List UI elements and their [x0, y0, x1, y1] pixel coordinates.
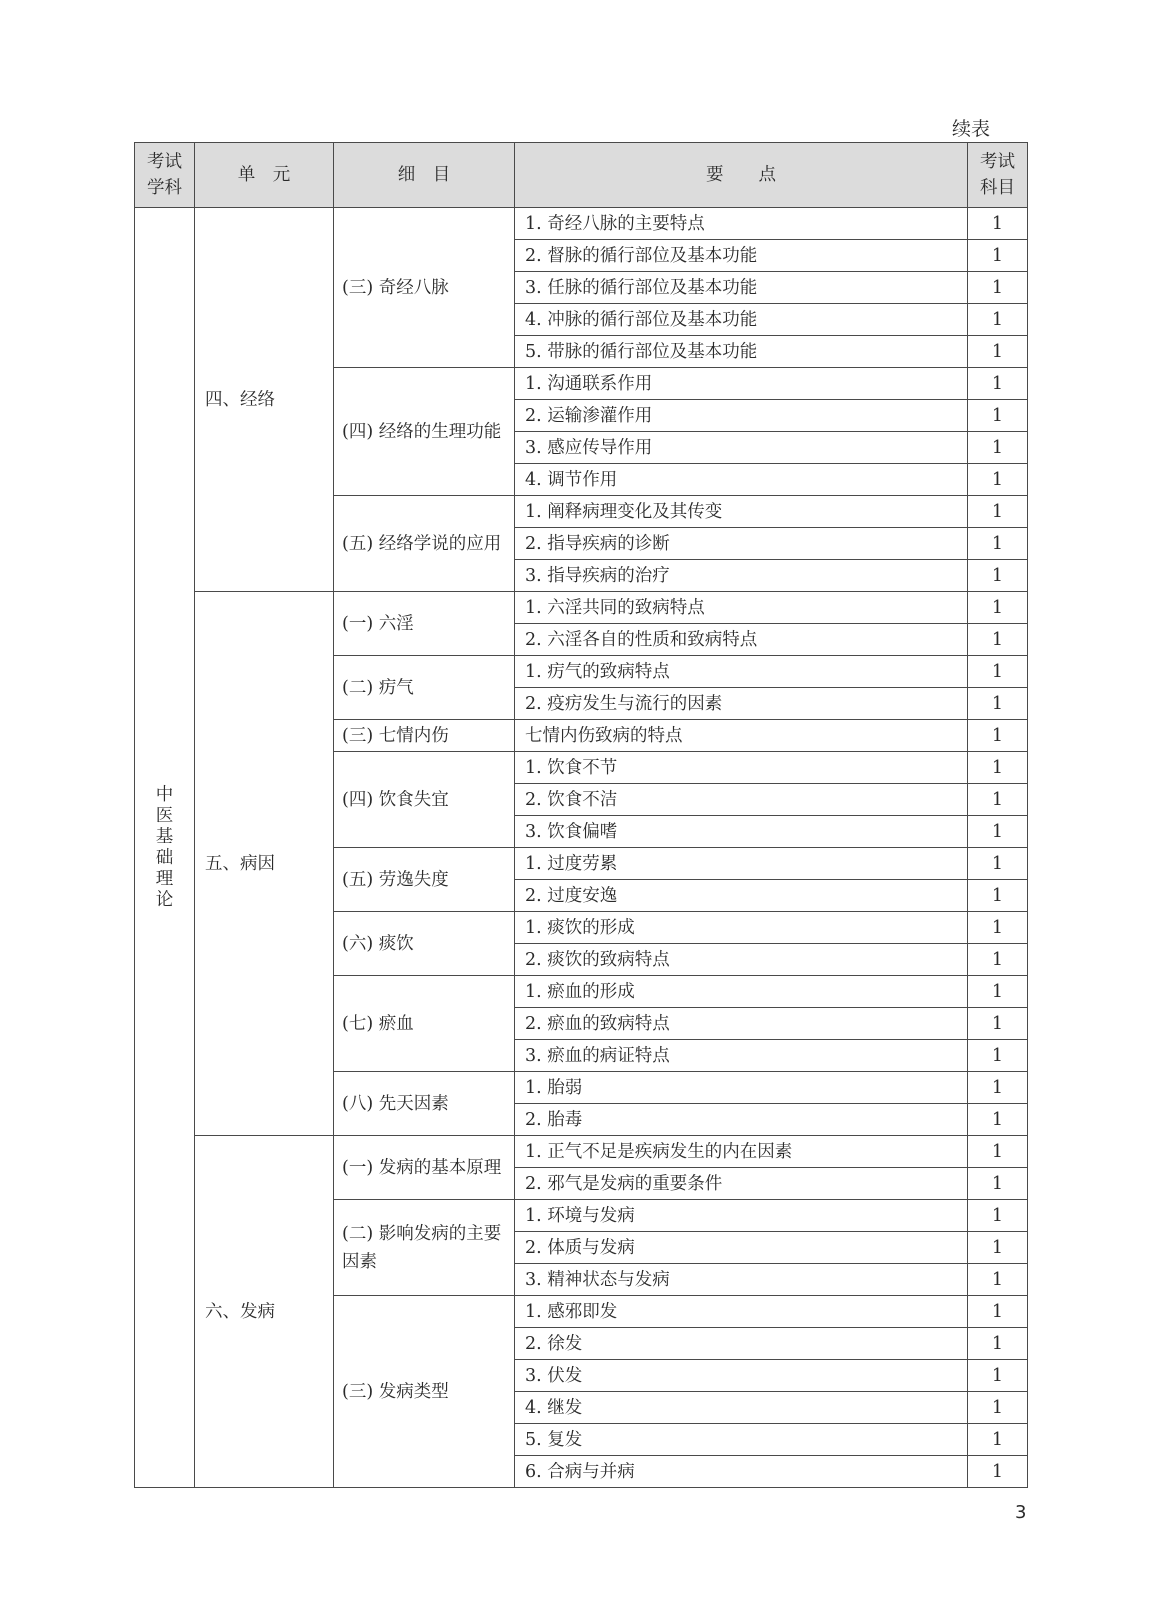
subject-label: 中医基础理论 — [155, 784, 174, 910]
level-cell: 1 — [968, 1456, 1028, 1488]
point-cell: 1. 沟通联系作用 — [515, 368, 968, 400]
point-cell: 七情内伤致病的特点 — [515, 720, 968, 752]
level-cell: 1 — [968, 464, 1028, 496]
level-cell: 1 — [968, 208, 1028, 240]
level-cell: 1 — [968, 1392, 1028, 1424]
point-cell: 4. 冲脉的循行部位及基本功能 — [515, 304, 968, 336]
level-cell: 1 — [968, 432, 1028, 464]
page-number: 3 — [1015, 1502, 1027, 1523]
header-level: 考试 科目 — [968, 143, 1028, 208]
detail-cell: (二) 影响发病的主要因素 — [334, 1200, 515, 1296]
header-points: 要 点 — [515, 143, 968, 208]
detail-cell: (三) 奇经八脉 — [334, 208, 515, 368]
point-cell: 6. 合病与并病 — [515, 1456, 968, 1488]
level-cell: 1 — [968, 1104, 1028, 1136]
point-cell: 3. 任脉的循行部位及基本功能 — [515, 272, 968, 304]
level-cell: 1 — [968, 560, 1028, 592]
detail-cell: (四) 饮食失宜 — [334, 752, 515, 848]
point-cell: 2. 运输渗灌作用 — [515, 400, 968, 432]
unit-cell: 六、发病 — [195, 1136, 334, 1488]
point-cell: 1. 过度劳累 — [515, 848, 968, 880]
table-row — [135, 1136, 1028, 1168]
level-cell: 1 — [968, 336, 1028, 368]
level-cell: 1 — [968, 656, 1028, 688]
table-body — [135, 208, 1028, 1488]
point-cell: 2. 指导疾病的诊断 — [515, 528, 968, 560]
point-cell: 2. 邪气是发病的重要条件 — [515, 1168, 968, 1200]
point-cell: 2. 徐发 — [515, 1328, 968, 1360]
unit-cell: 五、病因 — [195, 592, 334, 1136]
level-cell: 1 — [968, 1168, 1028, 1200]
detail-cell: (一) 六淫 — [334, 592, 515, 656]
level-cell: 1 — [968, 528, 1028, 560]
level-cell: 1 — [968, 976, 1028, 1008]
point-cell: 2. 督脉的循行部位及基本功能 — [515, 240, 968, 272]
level-cell: 1 — [968, 1328, 1028, 1360]
point-cell: 4. 继发 — [515, 1392, 968, 1424]
point-cell: 1. 六淫共同的致病特点 — [515, 592, 968, 624]
level-cell: 1 — [968, 1072, 1028, 1104]
detail-cell: (一) 发病的基本原理 — [334, 1136, 515, 1200]
table-row — [135, 592, 1028, 624]
detail-cell: (二) 疠气 — [334, 656, 515, 720]
point-cell: 1. 胎弱 — [515, 1072, 968, 1104]
level-cell: 1 — [968, 1040, 1028, 1072]
point-cell: 3. 瘀血的病证特点 — [515, 1040, 968, 1072]
point-cell: 2. 饮食不洁 — [515, 784, 968, 816]
detail-cell: (六) 痰饮 — [334, 912, 515, 976]
point-cell: 3. 精神状态与发病 — [515, 1264, 968, 1296]
level-cell: 1 — [968, 784, 1028, 816]
detail-cell: (三) 发病类型 — [334, 1296, 515, 1488]
level-cell: 1 — [968, 496, 1028, 528]
header-unit: 单 元 — [195, 143, 334, 208]
level-cell: 1 — [968, 1360, 1028, 1392]
level-cell: 1 — [968, 848, 1028, 880]
level-cell: 1 — [968, 304, 1028, 336]
level-cell: 1 — [968, 1296, 1028, 1328]
level-cell: 1 — [968, 272, 1028, 304]
point-cell: 2. 瘀血的致病特点 — [515, 1008, 968, 1040]
level-cell: 1 — [968, 944, 1028, 976]
point-cell: 3. 饮食偏嗜 — [515, 816, 968, 848]
point-cell: 5. 复发 — [515, 1424, 968, 1456]
level-cell: 1 — [968, 720, 1028, 752]
point-cell: 1. 感邪即发 — [515, 1296, 968, 1328]
point-cell: 2. 六淫各自的性质和致病特点 — [515, 624, 968, 656]
table-row — [135, 208, 1028, 240]
point-cell: 4. 调节作用 — [515, 464, 968, 496]
point-cell: 2. 痰饮的致病特点 — [515, 944, 968, 976]
level-cell: 1 — [968, 1264, 1028, 1296]
header-detail: 细 目 — [334, 143, 515, 208]
point-cell: 2. 胎毒 — [515, 1104, 968, 1136]
point-cell: 3. 指导疾病的治疗 — [515, 560, 968, 592]
detail-cell: (八) 先天因素 — [334, 1072, 515, 1136]
level-cell: 1 — [968, 1136, 1028, 1168]
detail-cell: (五) 经络学说的应用 — [334, 496, 515, 592]
detail-cell: (七) 瘀血 — [334, 976, 515, 1072]
level-cell: 1 — [968, 1200, 1028, 1232]
level-cell: 1 — [968, 880, 1028, 912]
detail-cell: (四) 经络的生理功能 — [334, 368, 515, 496]
level-cell: 1 — [968, 912, 1028, 944]
level-cell: 1 — [968, 1232, 1028, 1264]
point-cell: 1. 疠气的致病特点 — [515, 656, 968, 688]
point-cell: 3. 感应传导作用 — [515, 432, 968, 464]
subject-cell — [135, 208, 195, 1488]
level-cell: 1 — [968, 1008, 1028, 1040]
level-cell: 1 — [968, 1424, 1028, 1456]
point-cell: 5. 带脉的循行部位及基本功能 — [515, 336, 968, 368]
level-cell: 1 — [968, 240, 1028, 272]
point-cell: 1. 瘀血的形成 — [515, 976, 968, 1008]
detail-cell: (五) 劳逸失度 — [334, 848, 515, 912]
level-cell: 1 — [968, 816, 1028, 848]
exam-outline-table — [134, 142, 1028, 1488]
point-cell: 2. 体质与发病 — [515, 1232, 968, 1264]
level-cell: 1 — [968, 688, 1028, 720]
point-cell: 1. 饮食不节 — [515, 752, 968, 784]
point-cell: 3. 伏发 — [515, 1360, 968, 1392]
header-subject: 考试 学科 — [135, 143, 195, 208]
level-cell: 1 — [968, 592, 1028, 624]
unit-cell: 四、经络 — [195, 208, 334, 592]
level-cell: 1 — [968, 400, 1028, 432]
level-cell: 1 — [968, 752, 1028, 784]
level-cell: 1 — [968, 624, 1028, 656]
point-cell: 1. 痰饮的形成 — [515, 912, 968, 944]
level-cell: 1 — [968, 368, 1028, 400]
detail-cell: (三) 七情内伤 — [334, 720, 515, 752]
point-cell: 1. 奇经八脉的主要特点 — [515, 208, 968, 240]
point-cell: 1. 正气不足是疾病发生的内在因素 — [515, 1136, 968, 1168]
point-cell: 2. 过度安逸 — [515, 880, 968, 912]
point-cell: 2. 疫疠发生与流行的因素 — [515, 688, 968, 720]
point-cell: 1. 阐释病理变化及其传变 — [515, 496, 968, 528]
point-cell: 1. 环境与发病 — [515, 1200, 968, 1232]
table-header-row — [135, 143, 1028, 208]
continued-label: 续表 — [952, 118, 991, 140]
